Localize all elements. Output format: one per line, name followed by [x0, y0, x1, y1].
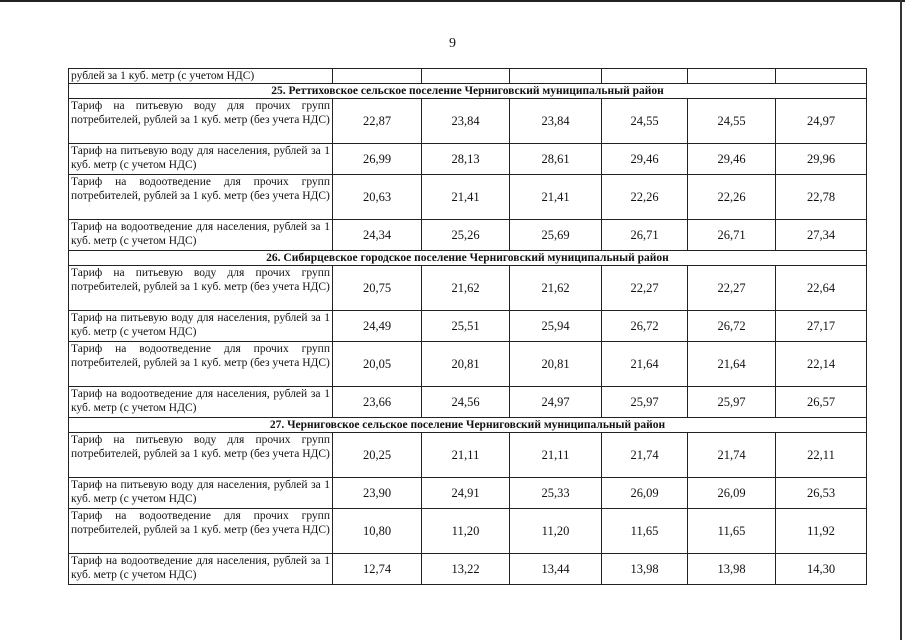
tariff-row — [69, 478, 867, 509]
tariff-value: 29,46 — [688, 144, 776, 175]
tariff-row — [69, 311, 867, 342]
section-header-row — [69, 84, 867, 99]
tariff-label: Тариф на питьевую воду для населения, рублей за 1 куб. метр (с учетом НДС) — [69, 144, 333, 175]
empty-cell — [422, 69, 510, 84]
tariff-value: 25,33 — [510, 478, 602, 509]
tariff-value: 25,94 — [510, 311, 602, 342]
tariff-value: 24,56 — [422, 387, 510, 418]
tariff-label: Тариф на водоотведение для прочих групп потребителей, рублей за 1 куб. метр (без учета НДС) — [69, 509, 333, 554]
tariff-table — [68, 68, 867, 585]
tariff-label: Тариф на водоотведение для населения, рублей за 1 куб. метр (с учетом НДС) — [69, 387, 333, 418]
tariff-value: 21,74 — [688, 433, 776, 478]
tariff-value: 21,64 — [688, 342, 776, 387]
tariff-label: Тариф на питьевую воду для населения, рублей за 1 куб. метр (с учетом НДС) — [69, 311, 333, 342]
tariff-value: 20,25 — [333, 433, 422, 478]
tariff-value: 25,97 — [602, 387, 688, 418]
tariff-value: 22,27 — [688, 266, 776, 311]
tariff-value: 22,26 — [602, 175, 688, 220]
tariff-value: 24,97 — [510, 387, 602, 418]
tariff-value: 26,09 — [688, 478, 776, 509]
tariff-value: 11,92 — [776, 509, 867, 554]
tariff-value: 13,98 — [688, 554, 776, 585]
tariff-value: 14,30 — [776, 554, 867, 585]
tariff-value: 13,98 — [602, 554, 688, 585]
tariff-label: Тариф на водоотведение для населения, рублей за 1 куб. метр (с учетом НДС) — [69, 554, 333, 585]
tariff-value: 26,71 — [688, 220, 776, 251]
tariff-value: 24,34 — [333, 220, 422, 251]
tariff-value: 25,51 — [422, 311, 510, 342]
section-title: 25. Реттиховское сельское поселение Черниговский муниципальный район — [69, 84, 867, 99]
tariff-row — [69, 220, 867, 251]
tariff-label: Тариф на питьевую воду для прочих групп потребителей, рублей за 1 куб. метр (без учета НДС) — [69, 99, 333, 144]
tariff-label: Тариф на питьевую воду для прочих групп потребителей, рублей за 1 куб. метр (без учета НДС) — [69, 433, 333, 478]
tariff-row — [69, 509, 867, 554]
tariff-value: 26,09 — [602, 478, 688, 509]
tariff-value: 21,64 — [602, 342, 688, 387]
tariff-value: 21,41 — [422, 175, 510, 220]
tariff-value: 24,55 — [688, 99, 776, 144]
tariff-value: 11,65 — [688, 509, 776, 554]
tariff-value: 11,20 — [510, 509, 602, 554]
tariff-label: Тариф на водоотведение для прочих групп потребителей, рублей за 1 куб. метр (без учета НДС) — [69, 342, 333, 387]
tariff-value: 27,17 — [776, 311, 867, 342]
tariff-value: 23,90 — [333, 478, 422, 509]
tariff-value: 13,22 — [422, 554, 510, 585]
section-title: 27. Черниговское сельское поселение Черниговский муниципальный район — [69, 418, 867, 433]
tariff-value: 11,65 — [602, 509, 688, 554]
tariff-value: 26,72 — [688, 311, 776, 342]
tariff-label: Тариф на водоотведение для населения, рублей за 1 куб. метр (с учетом НДС) — [69, 220, 333, 251]
empty-cell — [510, 69, 602, 84]
page-right-border — [900, 0, 902, 640]
tariff-value: 24,91 — [422, 478, 510, 509]
tariff-row — [69, 266, 867, 311]
tariff-value: 26,99 — [333, 144, 422, 175]
tariff-value: 28,61 — [510, 144, 602, 175]
tariff-value: 22,11 — [776, 433, 867, 478]
tariff-value: 28,13 — [422, 144, 510, 175]
tariff-value: 11,20 — [422, 509, 510, 554]
tariff-value: 24,55 — [602, 99, 688, 144]
tariff-label: Тариф на питьевую воду для населения, рублей за 1 куб. метр (с учетом НДС) — [69, 478, 333, 509]
tariff-value: 20,81 — [510, 342, 602, 387]
tariff-value: 13,44 — [510, 554, 602, 585]
tariff-value: 26,53 — [776, 478, 867, 509]
tariff-value: 20,05 — [333, 342, 422, 387]
tariff-value: 21,11 — [422, 433, 510, 478]
empty-cell — [602, 69, 688, 84]
empty-cell — [333, 69, 422, 84]
section-header-row — [69, 418, 867, 433]
tariff-value: 25,97 — [688, 387, 776, 418]
tariff-row — [69, 144, 867, 175]
tariff-value: 23,84 — [422, 99, 510, 144]
tariff-value: 25,69 — [510, 220, 602, 251]
tariff-value: 24,97 — [776, 99, 867, 144]
tariff-label: Тариф на питьевую воду для прочих групп потребителей, рублей за 1 куб. метр (без учета НДС) — [69, 266, 333, 311]
tariff-value: 21,41 — [510, 175, 602, 220]
section-header-row — [69, 251, 867, 266]
tariff-value: 24,49 — [333, 311, 422, 342]
tariff-table-body — [69, 69, 867, 585]
tariff-row — [69, 175, 867, 220]
tariff-value: 22,14 — [776, 342, 867, 387]
tariff-row — [69, 433, 867, 478]
tariff-value: 23,84 — [510, 99, 602, 144]
tariff-value: 20,81 — [422, 342, 510, 387]
tariff-value: 10,80 — [333, 509, 422, 554]
tariff-row — [69, 387, 867, 418]
tariff-value: 29,96 — [776, 144, 867, 175]
tariff-value: 22,26 — [688, 175, 776, 220]
tariff-value: 23,66 — [333, 387, 422, 418]
tariff-value: 20,63 — [333, 175, 422, 220]
tariff-value: 21,74 — [602, 433, 688, 478]
empty-cell — [776, 69, 867, 84]
tariff-value: 25,26 — [422, 220, 510, 251]
tariff-value: 22,64 — [776, 266, 867, 311]
tariff-value: 27,34 — [776, 220, 867, 251]
section-title: 26. Сибирцевское городское поселение Черниговский муниципальный район — [69, 251, 867, 266]
tariff-value: 26,71 — [602, 220, 688, 251]
tariff-value: 29,46 — [602, 144, 688, 175]
tariff-value: 22,78 — [776, 175, 867, 220]
tariff-value: 12,74 — [333, 554, 422, 585]
tariff-value: 22,87 — [333, 99, 422, 144]
carry-over-row — [69, 69, 867, 84]
tariff-value: 20,75 — [333, 266, 422, 311]
tariff-row — [69, 554, 867, 585]
tariff-value: 26,57 — [776, 387, 867, 418]
tariff-label: Тариф на водоотведение для прочих групп потребителей, рублей за 1 куб. метр (без учета НДС) — [69, 175, 333, 220]
page-top-border — [0, 0, 905, 2]
tariff-value: 22,27 — [602, 266, 688, 311]
carry-over-label: рублей за 1 куб. метр (с учетом НДС) — [69, 69, 333, 84]
tariff-value: 21,62 — [422, 266, 510, 311]
empty-cell — [688, 69, 776, 84]
tariff-value: 21,62 — [510, 266, 602, 311]
tariff-row — [69, 342, 867, 387]
tariff-value: 21,11 — [510, 433, 602, 478]
tariff-value: 26,72 — [602, 311, 688, 342]
page-number: 9 — [449, 36, 456, 51]
tariff-row — [69, 99, 867, 144]
